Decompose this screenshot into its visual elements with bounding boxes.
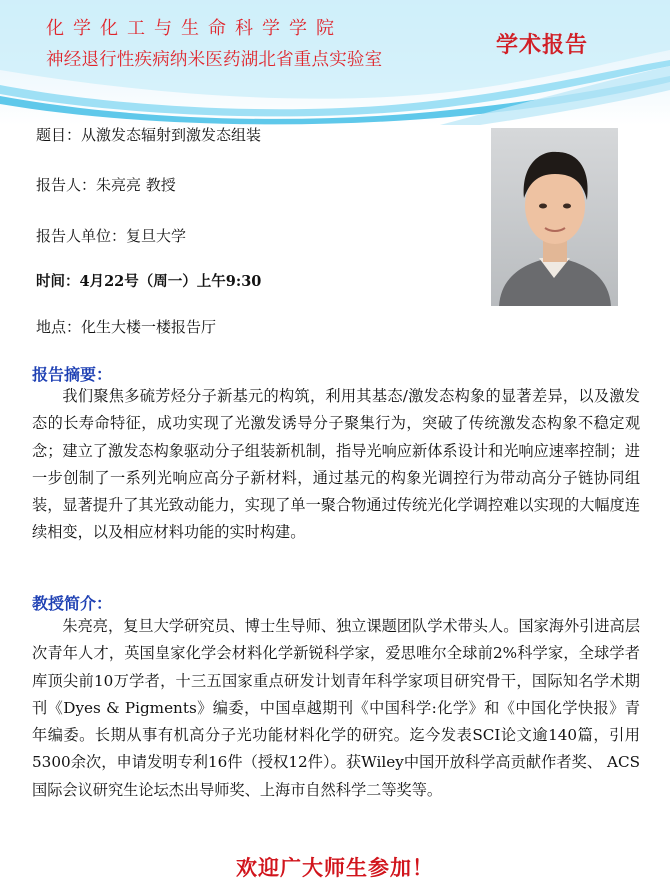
bio-text: 朱亮亮，复旦大学研究员、博士生导师、独立课题团队学术带头人。国家海外引进高层次青年人才，英国皇家化学会材料化学新锐科学家，爱思唯尔全球前2%科学家，全球学者库顶尖前10万学者，十三五国家重点研发计划青年科学家项目研究骨干，国际知名学术期刊《Dyes & Pigments》编委，中国卓越期刊《中国科学:化学》和《中国化学快报》青年编委。长期从事有机高分子光功能材料化学的研究。迄今发表SCI论文逾140篇，引用5300余次，申请发明专利16件（授权12件）。获Wiley中国开放科学高贡献作者奖、 ACS国际会议研究生论坛杰出导师奖、上海市自然科学二等奖等。 <box>32 617 640 799</box>
header-banner <box>0 0 670 125</box>
talk-time: 时间：4月22号（周一）上午9:30 <box>36 273 262 290</box>
abstract-heading: 报告摘要： <box>32 365 113 384</box>
bio-heading: 教授简介： <box>32 594 113 613</box>
welcome-message: 欢迎广大师生参加！ <box>236 855 434 880</box>
speaker-affiliation: 报告人单位：复旦大学 <box>36 227 187 245</box>
institute-name: 化学化工与生命科学学院 <box>46 18 343 39</box>
lab-name: 神经退行性疾病纳米医药湖北省重点实验室 <box>46 50 383 70</box>
talk-title: 题目：从激发态辐射到激发态组装 <box>36 126 262 144</box>
abstract-text: 我们聚焦多硫芳烃分子新基元的构筑，利用其基态/激发态构象的显著差异，以及激发态的长寿命特征，成功实现了光激发诱导分子聚集行为，突破了传统激发态构象不稳定观念；建立了激发态构象驱动分子组装新机制，指导光响应新体系设计和光响应速率控制；进一步创制了一系列光响应高分子新材料，通过基元的构象光调控行为带动高分子链协同组装，显著提升了其光致动能力，实现了单一聚合物通过传统光化学调控难以实现的大幅度连续相变，以及相应材料功能的实时构建。 <box>32 387 640 542</box>
speaker: 报告人：朱亮亮 教授 <box>36 176 176 194</box>
talk-venue: 地点：化生大楼一楼报告厅 <box>36 318 217 336</box>
report-tag: 学术报告 <box>496 32 589 58</box>
speaker-photo <box>491 128 618 306</box>
